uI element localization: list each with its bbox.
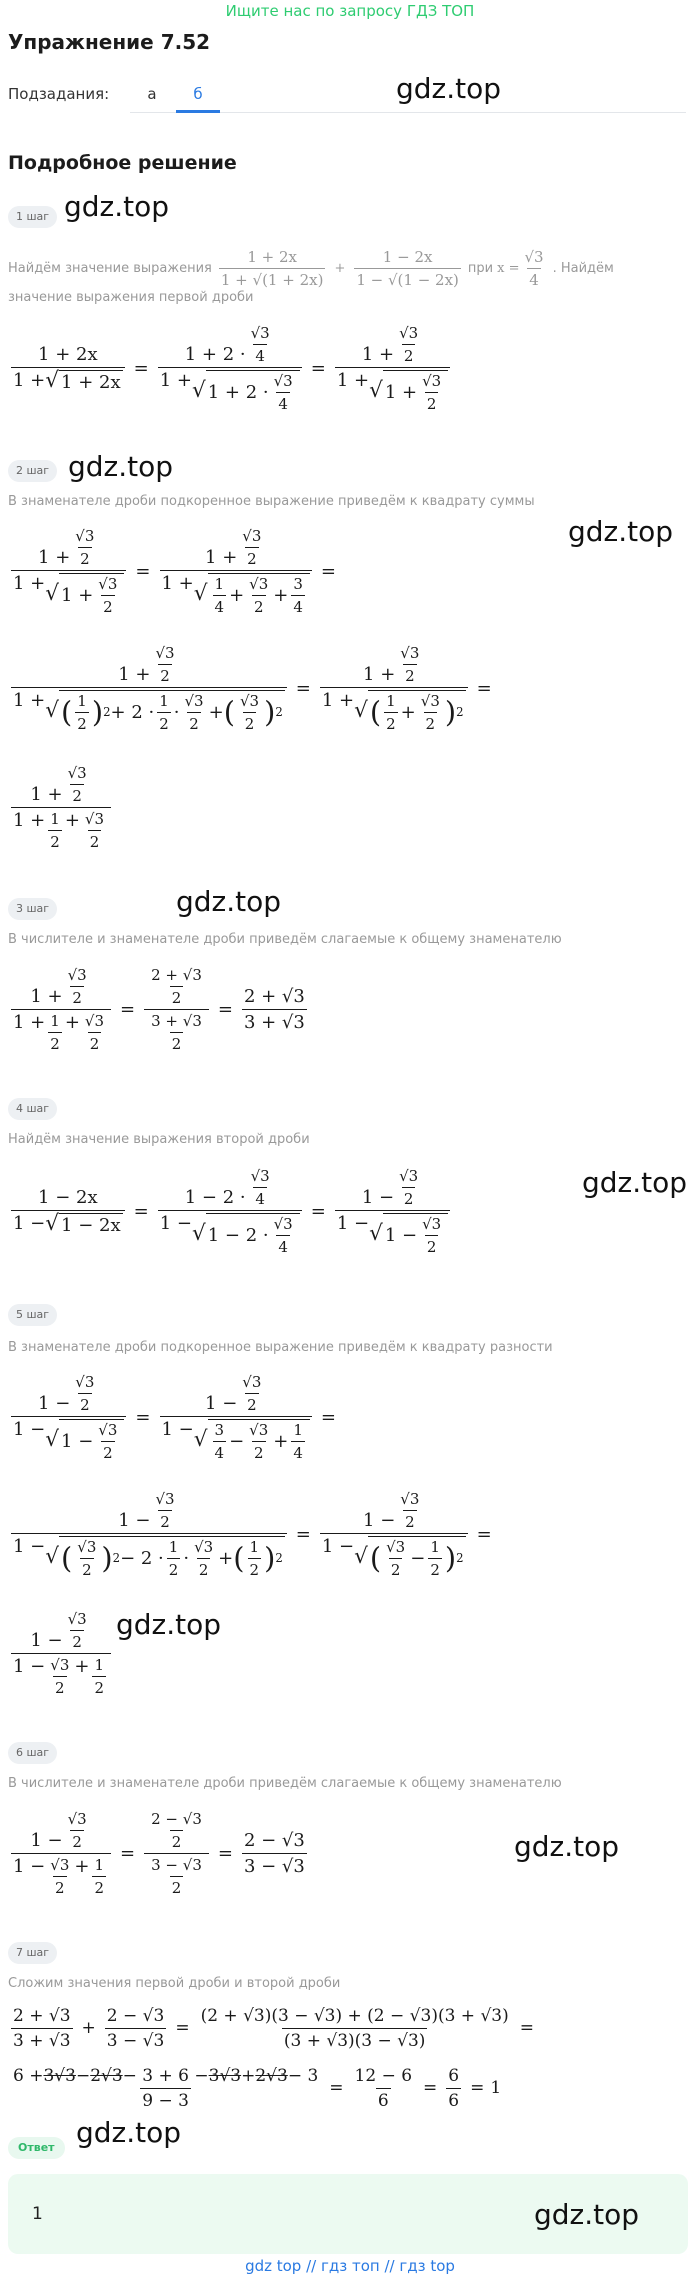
watermark: gdz.top bbox=[514, 1830, 620, 1863]
step-text: В числителе и знаменателе дроби приведём слагаемые к общему знаменателю bbox=[8, 1776, 562, 1791]
watermark: gdz.top bbox=[116, 1608, 222, 1641]
formula-step4: 1 − 2x 1 − √ 1 − 2x = 1 − 2 · $\frac{√3}{4}$ 1 − √ 1 − 2 · $\frac{√3}{4}$ = 1 − $\frac{√3}{2}$ 1 − √ 1 − $\frac{√3}{2}$ bbox=[8, 1156, 453, 1266]
watermark: gdz.top bbox=[582, 1166, 688, 1199]
answer-value: 1 bbox=[32, 2204, 43, 2224]
step-text: Найдём значение выражения второй дроби bbox=[8, 1132, 310, 1147]
subtasks-label: Подзадания: bbox=[8, 85, 110, 103]
formula-step1: 1 + 2x 1 + √ 1 + 2x = 1 + 2 · $\frac{√3}{4}$ 1 + √ 1 + 2 · $\frac{√3}{4}$ = 1 + $\frac{√3}{2}$ 1 + √ 1 + $\frac{√3}{2}$ bbox=[8, 318, 453, 418]
watermark: gdz.top bbox=[76, 2116, 182, 2149]
step-text: Сложим значения первой дроби и второй дроби bbox=[8, 1976, 341, 1991]
step-badge: 7 шаг bbox=[8, 1942, 57, 1964]
active-tab-indicator bbox=[176, 110, 220, 113]
watermark: gdz.top bbox=[568, 515, 674, 548]
step-badge: 1 шаг bbox=[8, 206, 57, 228]
step-text: . Найдём bbox=[552, 261, 614, 276]
subtask-tab-b[interactable]: б bbox=[193, 85, 203, 103]
step-badge: 4 шаг bbox=[8, 1098, 57, 1120]
formula-inline: $\frac{1 + 2x}{1 + √(1 + 2x)}$ + $\frac{1 - 2x}{1 - √(1 - 2x)}$ bbox=[220, 248, 459, 289]
step-badge: 2 шаг bbox=[8, 460, 57, 482]
formula-inline: x = $\frac{√3}{4}$ bbox=[497, 248, 544, 289]
step-text: В знаменателе дроби подкоренное выражение приведём к квадрату разности bbox=[8, 1340, 553, 1355]
watermark: gdz.top bbox=[68, 450, 174, 483]
formula-step2a: 1 + $\frac{√3}{2}$ 1 + √ 1 + $\frac{√3}{2}$ = 1 + $\frac{√3}{2}$ 1 + √ $\frac{1}{4}$ + $\frac{√3}{2}$ + $\frac{3}{4}$ = bbox=[13, 526, 337, 616]
step-text: значение выражения первой дроби bbox=[8, 290, 254, 305]
formula-step5b: 1 − $\frac{√3}{2}$ 1 − √ ( $\frac{√3}{2}$ ) 2 − 2 · $\frac{1}{2}$ · $\frac{√3}{2}$ + ( $\frac{1}{2}$ ) 2 = 1 − $\frac{√3}{2}$ 1 − √ ( $\frac{√3}{2}$ − $\frac{1}{2}$ ) 2 = bbox=[13, 1489, 492, 1579]
footer-links[interactable]: gdz top // гдз топ // гдз top bbox=[245, 2257, 455, 2275]
formula-step3: 1 + $\frac{√3}{2}$ 1 + $\frac{1}{2}$ + $\frac{√3}{2}$ = $\frac{\frac{2 + √3}{2}}{\frac{3 + √3}{2}}$ = $\frac{2 + √3}{3 + √3}$ bbox=[13, 965, 305, 1053]
step-text: В числителе и знаменателе дроби приведём слагаемые к общему знаменателю bbox=[8, 932, 562, 947]
watermark: gdz.top bbox=[534, 2198, 640, 2231]
top-banner[interactable]: Ищите нас по запросу ГДЗ ТОП bbox=[225, 2, 475, 20]
formula-step2c: 1 + $\frac{√3}{2}$ 1 + $\frac{1}{2}$ + $\frac{√3}{2}$ bbox=[8, 752, 114, 862]
formula-step2b: 1 + $\frac{√3}{2}$ 1 + √ ( $\frac{1}{2}$ ) 2 + 2 · $\frac{1}{2}$ · $\frac{√3}{2}$ + ( $\frac{√3}{2}$ ) 2 = 1 + $\frac{√3}{2}$ 1 + √ ( $\frac{1}{2}$ + $\frac{√3}{2}$ ) 2 = bbox=[13, 643, 492, 733]
step-badge: 3 шаг bbox=[8, 898, 57, 920]
answer-badge: Ответ bbox=[8, 2137, 65, 2159]
exercise-title: Упражнение 7.52 bbox=[8, 30, 211, 54]
section-title: Подробное решение bbox=[8, 152, 237, 174]
step-text: В знаменателе дроби подкоренное выражение приведём к квадрату суммы bbox=[8, 494, 535, 509]
watermark: gdz.top bbox=[396, 72, 502, 105]
step-description bbox=[8, 248, 614, 289]
subtask-tab-a[interactable]: а bbox=[147, 85, 157, 103]
step-badge: 5 шаг bbox=[8, 1304, 57, 1326]
step-text: при bbox=[467, 261, 494, 276]
formula-step5c: 1 − $\frac{√3}{2}$ 1 − $\frac{√3}{2}$ + $\frac{1}{2}$ bbox=[8, 1598, 114, 1708]
watermark: gdz.top bbox=[64, 190, 170, 223]
formula-step7a: $\frac{2 + √3}{3 + √3}$ + $\frac{2 - √3}{3 - √3}$ = $\frac{(2 + √3)(3 - √3) + (2 - √3)(3 + √3)}{(3 + √3)(3 - √3)}$ = bbox=[13, 2005, 534, 2051]
formula-step6: 1 − $\frac{√3}{2}$ 1 − $\frac{√3}{2}$ + $\frac{1}{2}$ = $\frac{\frac{2 - √3}{2}}{\frac{3 - √3}{2}}$ = $\frac{2 - √3}{3 - √3}$ bbox=[13, 1809, 305, 1897]
watermark: gdz.top bbox=[176, 885, 282, 918]
formula-step7b: 6 + 3√3 − 2√3 − 3 + 6 − 3√3 + 2√3 − 3 9 − 3 = $\frac{12 - 6}{6}$ = $\frac{6}{6}$ = 1 bbox=[13, 2065, 502, 2111]
step-badge: 6 шаг bbox=[8, 1742, 57, 1764]
step-text: Найдём значение выражения bbox=[8, 261, 212, 276]
formula-step5a: 1 − $\frac{√3}{2}$ 1 − √ 1 − $\frac{√3}{2}$ = 1 − $\frac{√3}{2}$ 1 − √ $\frac{3}{4}$ − $\frac{√3}{2}$ + $\frac{1}{4}$ = bbox=[13, 1372, 337, 1462]
